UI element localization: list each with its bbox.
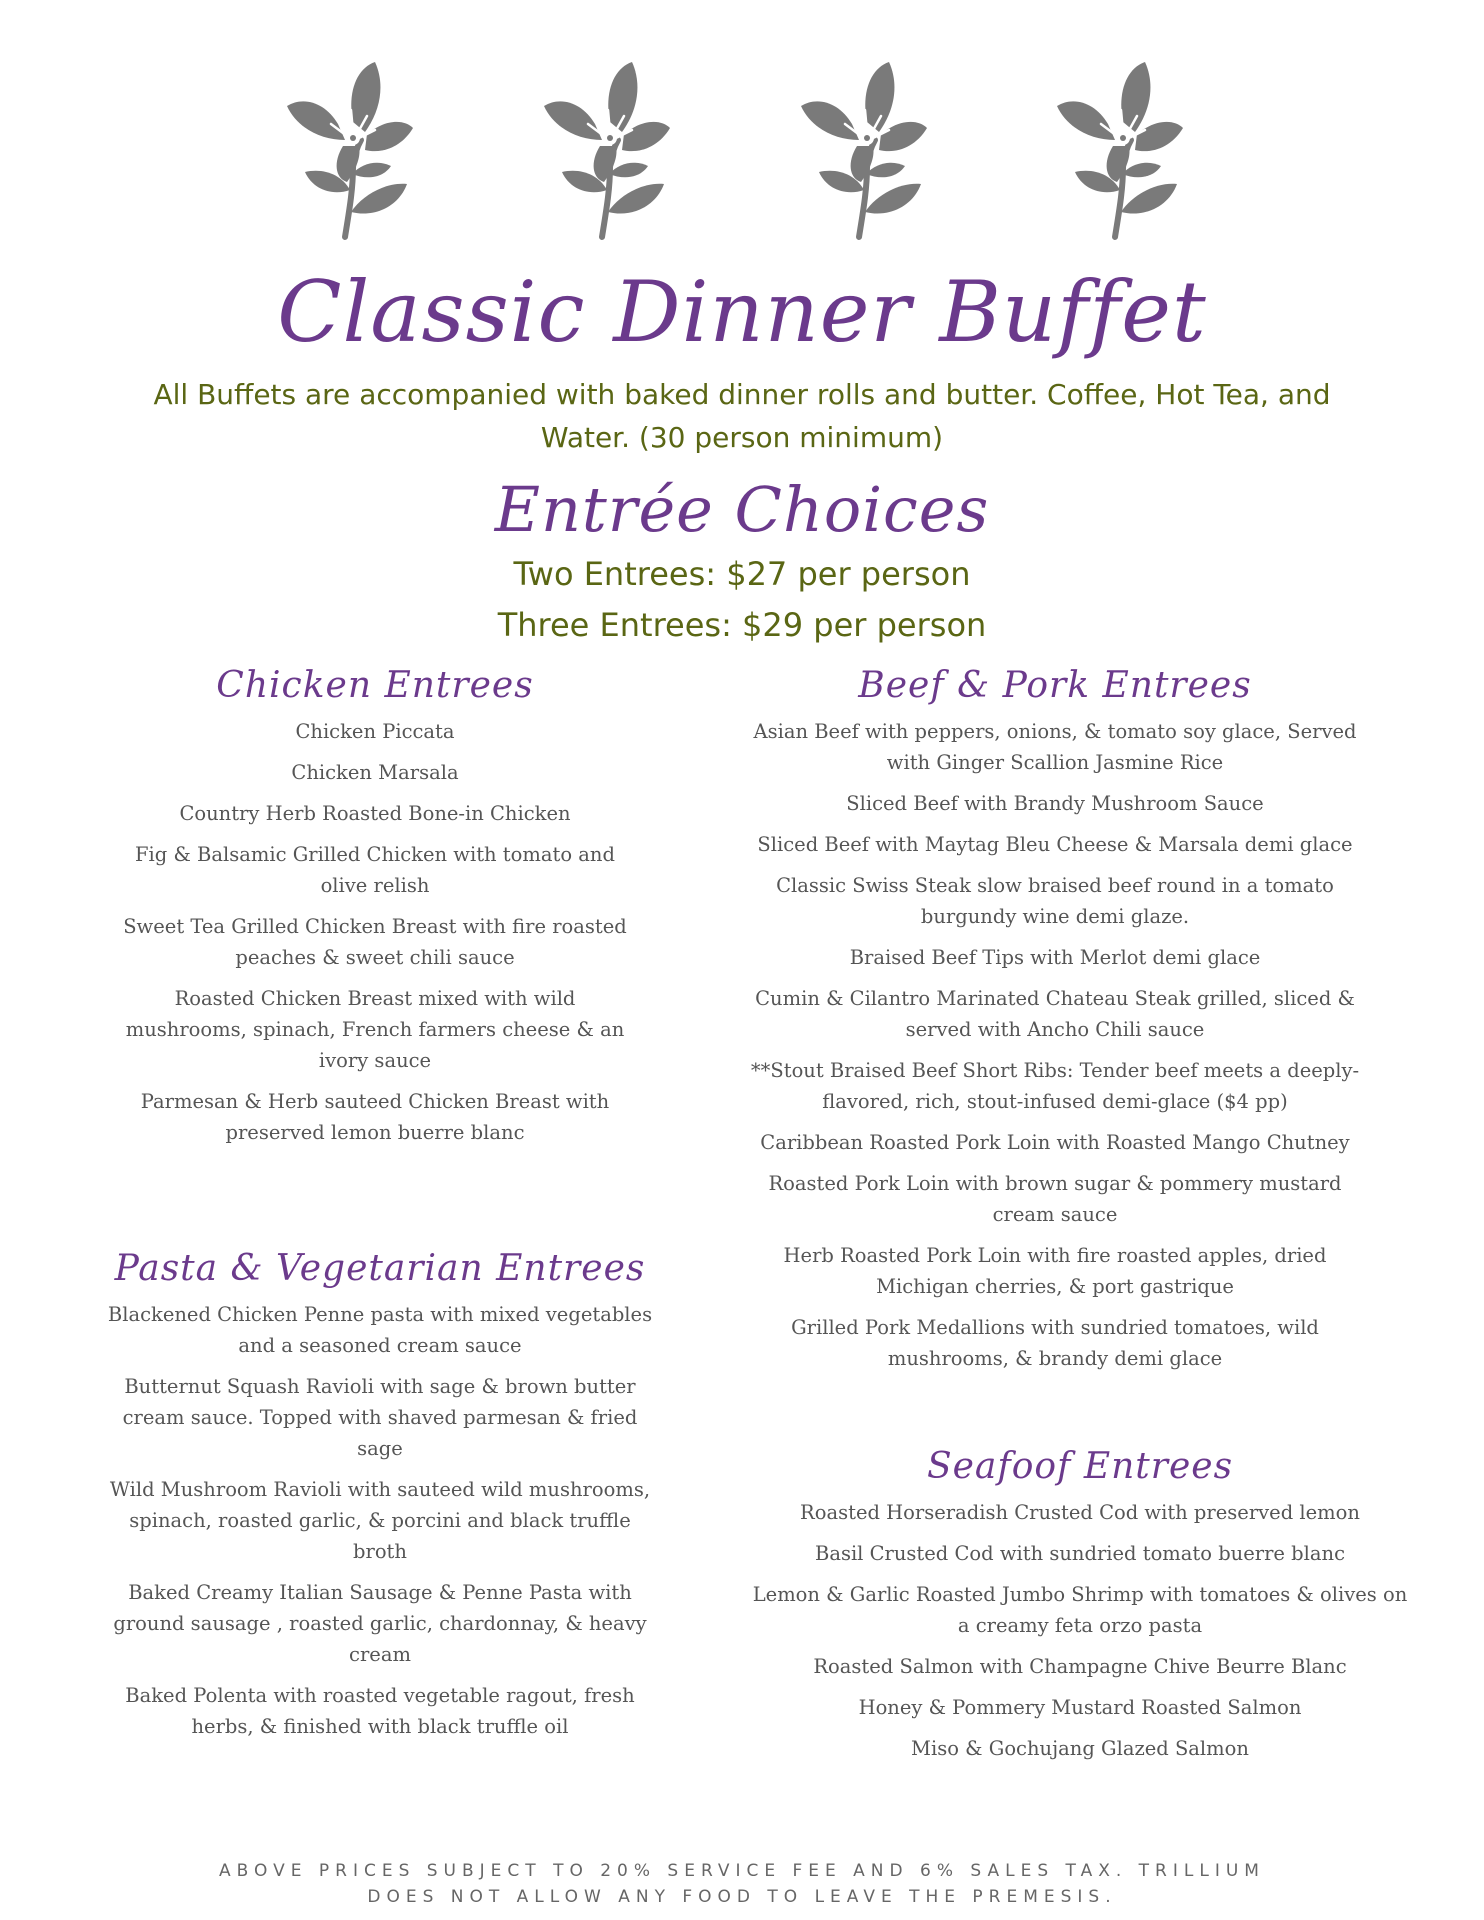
flower-icon bbox=[283, 62, 413, 262]
section-chicken bbox=[120, 662, 630, 1158]
list-item: Sweet Tea Grilled Chicken Breast with fire roasted peaches & sweet chili sauce bbox=[123, 915, 627, 969]
price-three-entrees: Three Entrees: $29 per person bbox=[497, 606, 987, 644]
list-item: Chicken Marsala bbox=[291, 761, 459, 784]
list-item: Braised Beef Tips with Merlot demi glace bbox=[849, 946, 1261, 969]
list-item: Herb Roasted Pork Loin with fire roasted apples, dried Michigan cherries, & port gastrique bbox=[783, 1244, 1327, 1298]
entree-choices-title: Entrée Choices bbox=[494, 473, 990, 546]
list-item: Classic Swiss Steak slow braised beef round in a tomato burgundy wine demi glaze. bbox=[776, 874, 1334, 928]
list-pasta bbox=[100, 1299, 660, 1742]
list-beef-pork bbox=[750, 716, 1360, 1374]
list-item: Lemon & Garlic Roasted Jumbo Shrimp with tomatoes & olives on a creamy feta orzo pasta bbox=[752, 1583, 1408, 1637]
section-title-chicken: Chicken Entrees bbox=[216, 665, 534, 706]
flower-icon bbox=[540, 62, 670, 262]
list-item: Roasted Pork Loin with brown sugar & pommery mustard cream sauce bbox=[768, 1172, 1342, 1226]
list-item: Asian Beef with peppers, onions, & tomato soy glace, Served with Ginger Scallion Jasmine Rice bbox=[753, 720, 1357, 774]
price-two-entrees: Two Entrees: $27 per person bbox=[513, 555, 971, 593]
list-item: Sliced Beef with Brandy Mushroom Sauce bbox=[846, 792, 1264, 815]
list-item: Chicken Piccata bbox=[295, 720, 455, 743]
flower-icon bbox=[797, 62, 927, 262]
flower-icon bbox=[1053, 62, 1183, 262]
list-item: Wild Mushroom Ravioli with sauteed wild mushrooms, spinach, roasted garlic, & porcini and black truffle broth bbox=[109, 1478, 651, 1563]
list-item: Blackened Chicken Penne pasta with mixed vegetables and a seasoned cream sauce bbox=[107, 1303, 653, 1357]
section-title-beef-pork: Beef & Pork Entrees bbox=[858, 665, 1252, 706]
page-title: Classic Dinner Buffet bbox=[277, 263, 1207, 361]
footer-note: ABOVE PRICES SUBJECT TO 20% SERVICE FEE AND 6% SALES TAX. TRILLIUM DOES NOT ALLOW ANY FOOD TO LEAVE THE PREMESIS. bbox=[219, 1861, 1265, 1907]
list-item: Country Herb Roasted Bone-in Chicken bbox=[179, 802, 571, 825]
section-title-pasta: Pasta & Vegetarian Entrees bbox=[114, 1248, 646, 1289]
flower-decoration-row bbox=[0, 62, 1484, 262]
list-item: Basil Crusted Cod with sundried tomato buerre blanc bbox=[814, 1542, 1345, 1565]
list-item: Baked Creamy Italian Sausage & Penne Pasta with ground sausage , roasted garlic, chardonnay, & heavy cream bbox=[113, 1581, 647, 1666]
section-title-seafood: Seafoof Entrees bbox=[926, 1446, 1234, 1487]
list-item: Roasted Chicken Breast mixed with wild mushrooms, spinach, French farmers cheese & an ivory sauce bbox=[125, 987, 625, 1072]
list-item: **Stout Braised Beef Short Ribs: Tender beef meets a deeply-flavored, rich, stout-infused demi-glace ($4 pp) bbox=[750, 1059, 1360, 1113]
list-item: Grilled Pork Medallions with sundried tomatoes, wild mushrooms, & brandy demi glace bbox=[791, 1316, 1319, 1370]
list-item: Parmesan & Herb sauteed Chicken Breast with preserved lemon buerre blanc bbox=[140, 1090, 610, 1144]
list-item: Caribbean Roasted Pork Loin with Roasted Mango Chutney bbox=[760, 1131, 1350, 1154]
section-pasta-vegetarian bbox=[100, 1245, 660, 1752]
list-item: Cumin & Cilantro Marinated Chateau Steak grilled, sliced & served with Ancho Chili sauce bbox=[755, 987, 1355, 1041]
section-seafood bbox=[750, 1443, 1410, 1774]
list-item: Baked Polenta with roasted vegetable ragout, fresh herbs, & finished with black truffle oil bbox=[125, 1684, 635, 1738]
list-chicken bbox=[120, 716, 630, 1148]
list-item: Butternut Squash Ravioli with sage & brown butter cream sauce. Topped with shaved parmesan & fried sage bbox=[122, 1375, 638, 1460]
list-item: Roasted Salmon with Champagne Chive Beurre Blanc bbox=[813, 1655, 1347, 1678]
list-item: Roasted Horseradish Crusted Cod with preserved lemon bbox=[800, 1501, 1360, 1524]
section-beef-pork bbox=[750, 662, 1360, 1384]
list-item: Honey & Pommery Mustard Roasted Salmon bbox=[858, 1696, 1302, 1719]
list-item: Sliced Beef with Maytag Bleu Cheese & Marsala demi glace bbox=[757, 833, 1353, 856]
intro-text: All Buffets are accompanied with baked dinner rolls and butter. Coffee, Hot Tea, and Water. (30 person minimum) bbox=[153, 378, 1331, 454]
list-item: Miso & Gochujang Glazed Salmon bbox=[911, 1737, 1249, 1760]
list-item: Fig & Balsamic Grilled Chicken with tomato and olive relish bbox=[135, 843, 615, 897]
list-seafood bbox=[750, 1497, 1410, 1764]
